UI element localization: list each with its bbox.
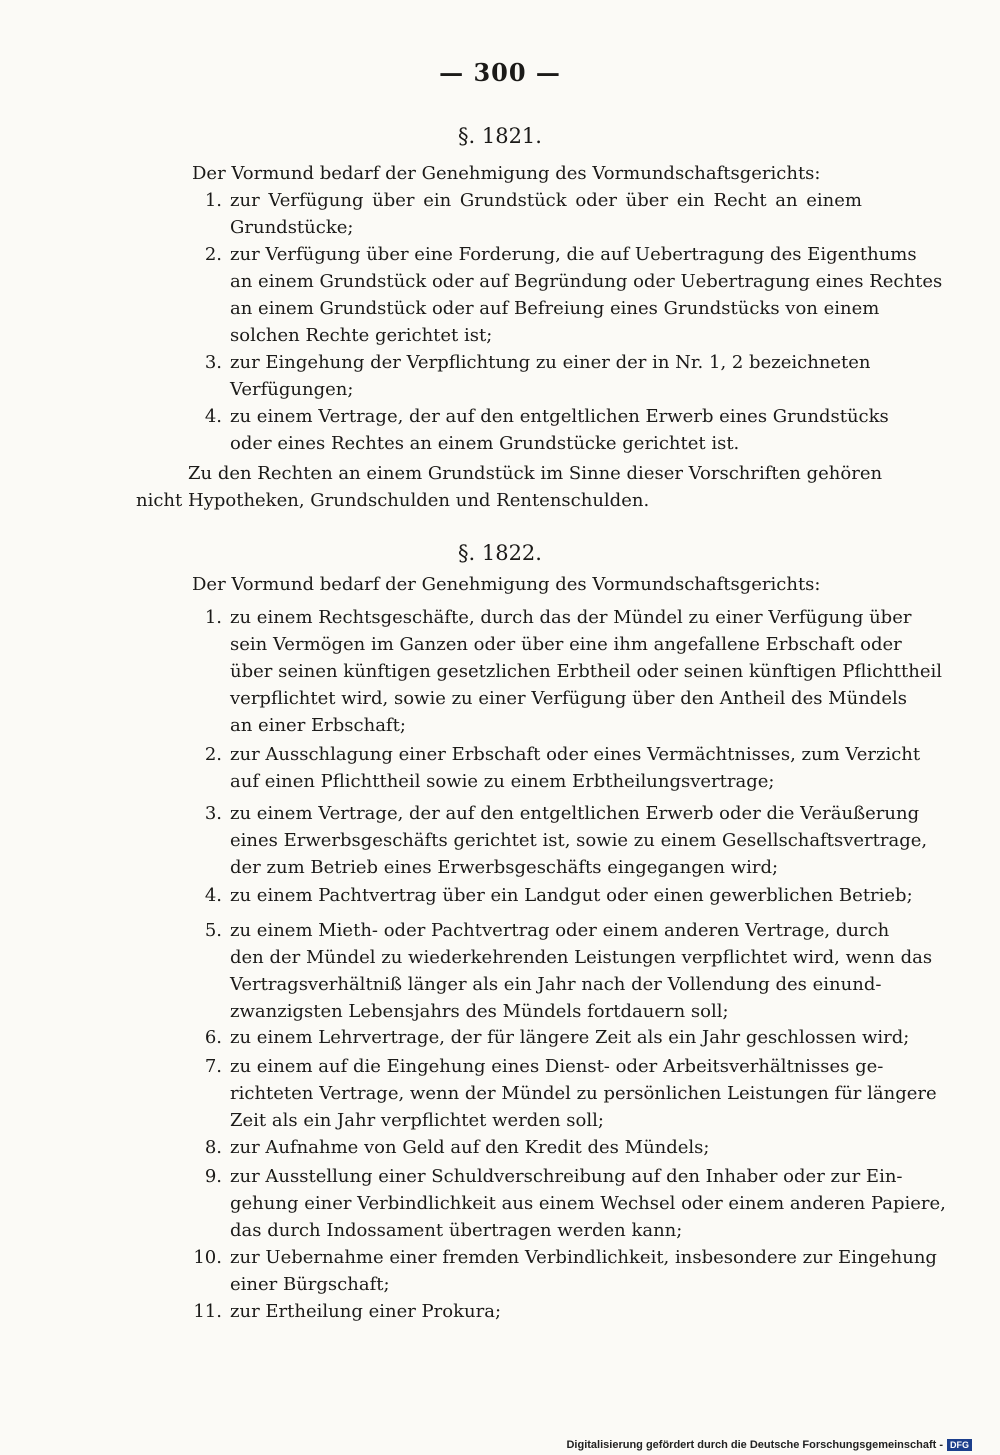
page-number: — 300 —: [439, 58, 561, 87]
section-heading-1822: §. 1822.: [458, 541, 542, 565]
item-text-line: zu einem auf die Eingehung eines Dienst- oder Arbeitsverhältnisses ge-: [230, 1056, 884, 1077]
item-number: 2.: [204, 244, 222, 265]
closing-text-1: Zu den Rechten an einem Grundstück im Sinne dieser Vorschriften gehören: [188, 463, 883, 484]
item-text-line: Grundstücke;: [230, 217, 354, 238]
item-number: 6.: [204, 1027, 222, 1048]
item-text-line: den der Mündel zu wiederkehrenden Leistungen verpflichtet wird, wenn das: [230, 947, 933, 968]
item-text-line: zur Ausstellung einer Schuldverschreibung auf den Inhaber oder zur Ein-: [230, 1166, 903, 1187]
item-text: [230, 1053, 937, 1134]
item-text-line: an einem Grundstück oder auf Befreiung eines Grundstücks von einem: [230, 298, 880, 319]
credit-text: Digitalisierung gefördert durch die Deutsche Forschungsgemeinschaft -: [566, 1439, 943, 1451]
item-number: 1.: [204, 607, 222, 628]
item-text-line: zu einem Vertrage, der auf den entgeltlichen Erwerb oder die Veräußerung: [230, 803, 920, 824]
digitization-credit: [566, 1439, 972, 1451]
item-number: 4.: [204, 885, 222, 906]
item-number: 9.: [204, 1166, 222, 1187]
closing-paragraph-line-1: [188, 460, 883, 487]
item-text-line: Vertragsverhältniß länger als ein Jahr nach der Vollendung des einund-: [230, 974, 882, 995]
item-text-line: sein Vermögen im Ganzen oder über eine ihm angefallene Erbschaft oder: [230, 634, 902, 655]
item-text: [230, 604, 943, 739]
item-text-line: Verfügungen;: [230, 379, 354, 400]
item-text: [230, 741, 921, 795]
item-text-line: zur Aufnahme von Geld auf den Kredit des Mündels;: [230, 1137, 710, 1158]
item-text-line: zur Uebernahme einer fremden Verbindlichkeit, insbesondere zur Eingehung: [230, 1247, 937, 1268]
item-text-line: das durch Indossament übertragen werden kann;: [230, 1220, 683, 1241]
item-number: 4.: [204, 406, 222, 427]
dfg-logo: DFG: [947, 1439, 972, 1451]
item-text-line: solchen Rechte gerichtet ist;: [230, 325, 493, 346]
item-text-line: über seinen künftigen gesetzlichen Erbtheil oder seinen künftigen Pflichttheil: [230, 661, 943, 682]
closing-paragraph-line-2: [136, 487, 649, 514]
item-text: [230, 1298, 862, 1325]
item-text-line: zu einem Lehrvertrage, der für längere Zeit als ein Jahr geschlossen wird;: [230, 1027, 910, 1048]
item-text: [230, 349, 871, 403]
item-text: [230, 1024, 910, 1051]
item-text: [230, 241, 943, 349]
item-text-line: auf einen Pflichttheil sowie zu einem Erbtheilungsvertrage;: [230, 771, 775, 792]
closing-text-2: nicht Hypotheken, Grundschulden und Rentenschulden.: [136, 490, 650, 511]
item-number: 7.: [204, 1056, 222, 1077]
item-text-line: an einer Erbschaft;: [230, 715, 406, 736]
item-number: 2.: [204, 744, 222, 765]
item-text-line: verpflichtet wird, sowie zu einer Verfügung über den Antheil des Mündels: [230, 688, 907, 709]
item-number: 8.: [204, 1137, 222, 1158]
item-text: [230, 403, 889, 457]
item-text-line: zu einem Mieth- oder Pachtvertrag oder einem anderen Vertrage, durch: [230, 920, 890, 941]
item-text-line: zu einem Pachtvertrag über ein Landgut oder einen gewerblichen Betrieb;: [230, 885, 913, 906]
section-intro-1821: Der Vormund bedarf der Genehmigung des Vormundschaftsgerichts:: [192, 163, 821, 184]
item-text-line: richteten Vertrage, wenn der Mündel zu persönlichen Leistungen für längere: [230, 1083, 937, 1104]
item-text-line: Zeit als ein Jahr verpflichtet werden soll;: [230, 1110, 604, 1131]
item-number: 10.: [193, 1247, 222, 1268]
item-text-line: zur Ausschlagung einer Erbschaft oder eines Vermächtnisses, zum Verzicht: [230, 744, 921, 765]
section-heading-1821: §. 1821.: [458, 124, 542, 148]
item-text-line: zu einem Rechtsgeschäfte, durch das der Mündel zu einer Verfügung über: [230, 607, 912, 628]
item-text-line: gehung einer Verbindlichkeit aus einem Wechsel oder einem anderen Papiere,: [230, 1193, 946, 1214]
item-number: 3.: [204, 803, 222, 824]
item-text: [230, 882, 913, 909]
item-text: [230, 1163, 946, 1244]
item-text-line: zur Verfügung über eine Forderung, die auf Uebertragung des Eigenthums: [230, 244, 917, 265]
item-text: [230, 1244, 937, 1298]
item-number: 3.: [204, 352, 222, 373]
item-text-line: zwanzigsten Lebensjahrs des Mündels fortdauern soll;: [230, 1001, 729, 1022]
item-text-line: einer Bürgschaft;: [230, 1274, 390, 1295]
item-text-line: zur Eingehung der Verpflichtung zu einer der in Nr. 1, 2 bezeichneten: [230, 352, 871, 373]
item-number: 5.: [204, 920, 222, 941]
item-text-line: zur Verfügung über ein Grundstück oder über ein Recht an einem: [230, 190, 862, 211]
item-text-line: zu einem Vertrage, der auf den entgeltlichen Erwerb eines Grundstücks: [230, 406, 889, 427]
item-number: 11.: [193, 1301, 222, 1322]
item-text: [230, 800, 928, 881]
item-number: 1.: [204, 190, 222, 211]
item-text: [230, 917, 933, 1025]
item-text-line: an einem Grundstück oder auf Begründung oder Uebertragung eines Rechtes: [230, 271, 943, 292]
item-text-line: der zum Betrieb eines Erwerbsgeschäfts eingegangen wird;: [230, 857, 779, 878]
section-intro-1822: Der Vormund bedarf der Genehmigung des Vormundschaftsgerichts:: [192, 574, 821, 595]
item-text: [230, 187, 862, 241]
item-text-line: zur Ertheilung einer Prokura;: [230, 1301, 502, 1322]
item-text-line: oder eines Rechtes an einem Grundstücke gerichtet ist.: [230, 433, 740, 454]
item-text: [230, 1134, 862, 1161]
item-text-line: eines Erwerbsgeschäfts gerichtet ist, sowie zu einem Gesellschaftsvertrage,: [230, 830, 928, 851]
